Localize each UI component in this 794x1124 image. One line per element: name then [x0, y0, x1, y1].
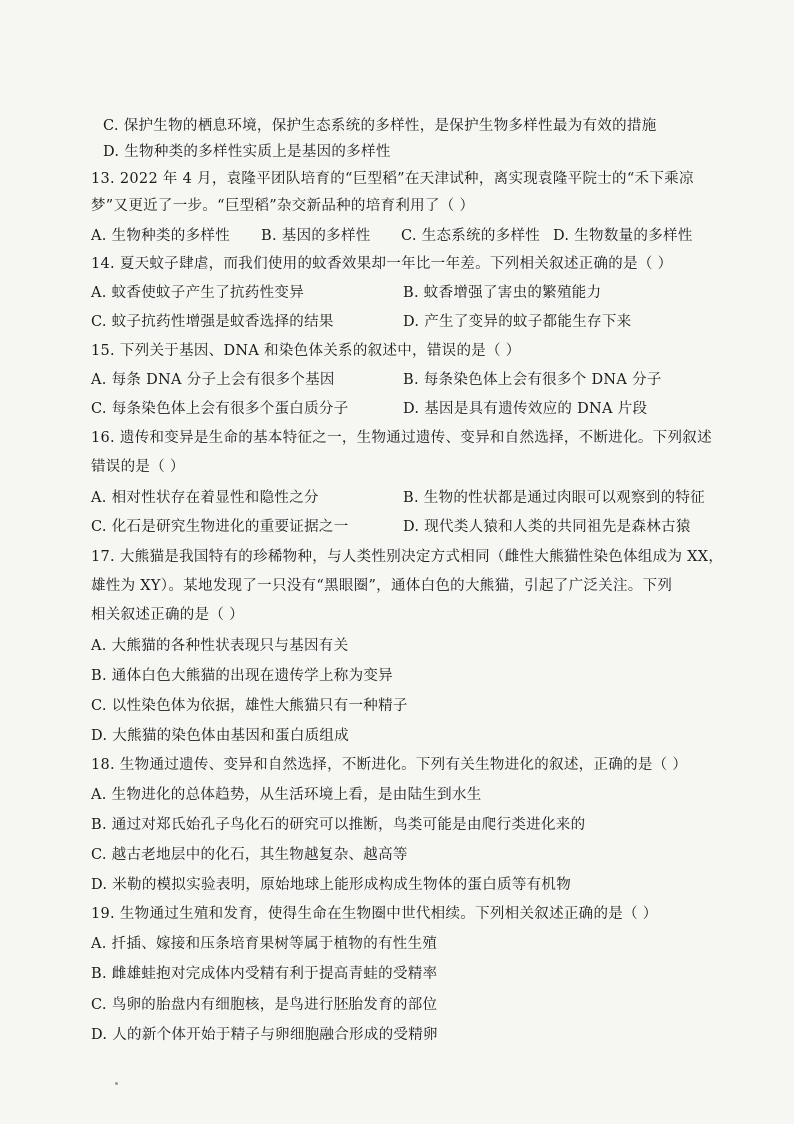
q17-stem-line1: 17. 大熊猫是我国特有的珍稀物种，与人类性别决定方式相同（雌性大熊猫性染色体组成为 XX，: [91, 549, 724, 565]
q15-stem: 15. 下列关于基因、DNA 和染色体关系的叙述中，错误的是（ ）: [91, 343, 521, 359]
q15-option-d: D. 基因是具有遗传效应的 DNA 片段: [403, 401, 648, 417]
q15-option-c: C. 每条染色体上会有很多个蛋白质分子: [91, 401, 349, 417]
q19-option-d: D. 人的新个体开始于精子与卵细胞融合形成的受精卵: [91, 1027, 438, 1043]
q16-option-a: A. 相对性状存在着显性和隐性之分: [91, 490, 319, 506]
q19-stem: 19. 生物通过生殖和发育，使得生命在生物圈中世代相续。下列相关叙述正确的是（ ）: [91, 906, 658, 922]
q18-option-d: D. 米勒的模拟实验表明，原始地球上能形成构成生物体的蛋白质等有机物: [91, 877, 572, 893]
q13-option-a: A. 生物种类的多样性: [91, 228, 230, 244]
q17-stem-line2: 雄性为 XY）。某地发现了一只没有“黑眼圈”，通体白色的大熊猫，引起了广泛关注。下列: [91, 578, 673, 594]
q15-option-a: A. 每条 DNA 分子上会有很多个基因: [91, 372, 335, 388]
q16-option-b: B. 生物的性状都是通过肉眼可以观察到的特征: [403, 490, 705, 506]
q17-option-c: C. 以性染色体为依据，雄性大熊猫只有一种精子: [91, 698, 408, 714]
q18-option-b: B. 通过对郑氏始孔子鸟化石的研究可以推断，鸟类可能是由爬行类进化来的: [91, 817, 586, 833]
q19-option-b: B. 雌雄蛙抱对完成体内受精有利于提高青蛙的受精率: [91, 966, 438, 982]
q13-option-d: D. 生物数量的多样性: [553, 228, 693, 244]
q19-option-c: C. 鸟卵的胎盘内有细胞核，是鸟进行胚胎发育的部位: [91, 997, 438, 1013]
q14-option-c: C. 蚊子抗药性增强是蚊香选择的结果: [91, 314, 334, 330]
q14-option-b: B. 蚊香增强了害虫的繁殖能力: [403, 285, 602, 301]
q14-option-a: A. 蚊香使蚊子产生了抗药性变异: [91, 285, 304, 301]
q14-option-d: D. 产生了变异的蚊子都能生存下来: [403, 314, 632, 330]
q17-option-d: D. 大熊猫的染色体由基因和蛋白质组成: [91, 728, 350, 744]
q13-option-c: C. 生态系统的多样性: [401, 228, 541, 244]
q13-stem-line2: 梦”又更近了一步。“巨型稻”杂交新品种的培育利用了（ ）: [91, 198, 475, 214]
q12-option-d: D. 生物种类的多样性实质上是基因的多样性: [103, 144, 391, 160]
q13-stem-line1: 13. 2022 年 4 月，袁隆平团队培育的“巨型稻”在天津试种，离实现袁隆平院士的“禾下乘凉: [91, 171, 694, 187]
q16-stem-line2: 错误的是（ ）: [91, 459, 185, 475]
q16-option-d: D. 现代类人猿和人类的共同祖先是森林古猿: [403, 519, 691, 535]
q14-stem: 14. 夏天蚊子肆虐，而我们使用的蚊香效果却一年比一年差。下列相关叙述正确的是（ ）: [91, 256, 673, 272]
q16-stem-line1: 16. 遗传和变异是生命的基本特征之一，生物通过遗传、变异和自然选择，不断进化。下列叙述: [91, 430, 712, 446]
q17-option-b: B. 通体白色大熊猫的出现在遗传学上称为变异: [91, 668, 393, 684]
q16-option-c: C. 化石是研究生物进化的重要证据之一: [91, 519, 349, 535]
q18-option-a: A. 生物进化的总体趋势，从生活环境上看，是由陆生到水生: [91, 787, 482, 803]
scan-speck: [115, 1082, 118, 1085]
q12-option-c: C. 保护生物的栖息环境，保护生态系统的多样性，是保护生物多样性最为有效的措施: [103, 118, 657, 134]
q15-option-b: B. 每条染色体上会有很多个 DNA 分子: [403, 372, 662, 388]
q19-option-a: A. 扦插、嫁接和压条培育果树等属于植物的有性生殖: [91, 936, 438, 952]
q18-option-c: C. 越古老地层中的化石，其生物越复杂、越高等: [91, 847, 408, 863]
q17-option-a: A. 大熊猫的各种性状表现只与基因有关: [91, 638, 349, 654]
q13-option-b: B. 基因的多样性: [261, 228, 371, 244]
q17-stem-line3: 相关叙述正确的是（ ）: [91, 607, 244, 623]
q18-stem: 18. 生物通过遗传、变异和自然选择，不断进化。下列有关生物进化的叙述，正确的是（ ）: [91, 757, 688, 773]
